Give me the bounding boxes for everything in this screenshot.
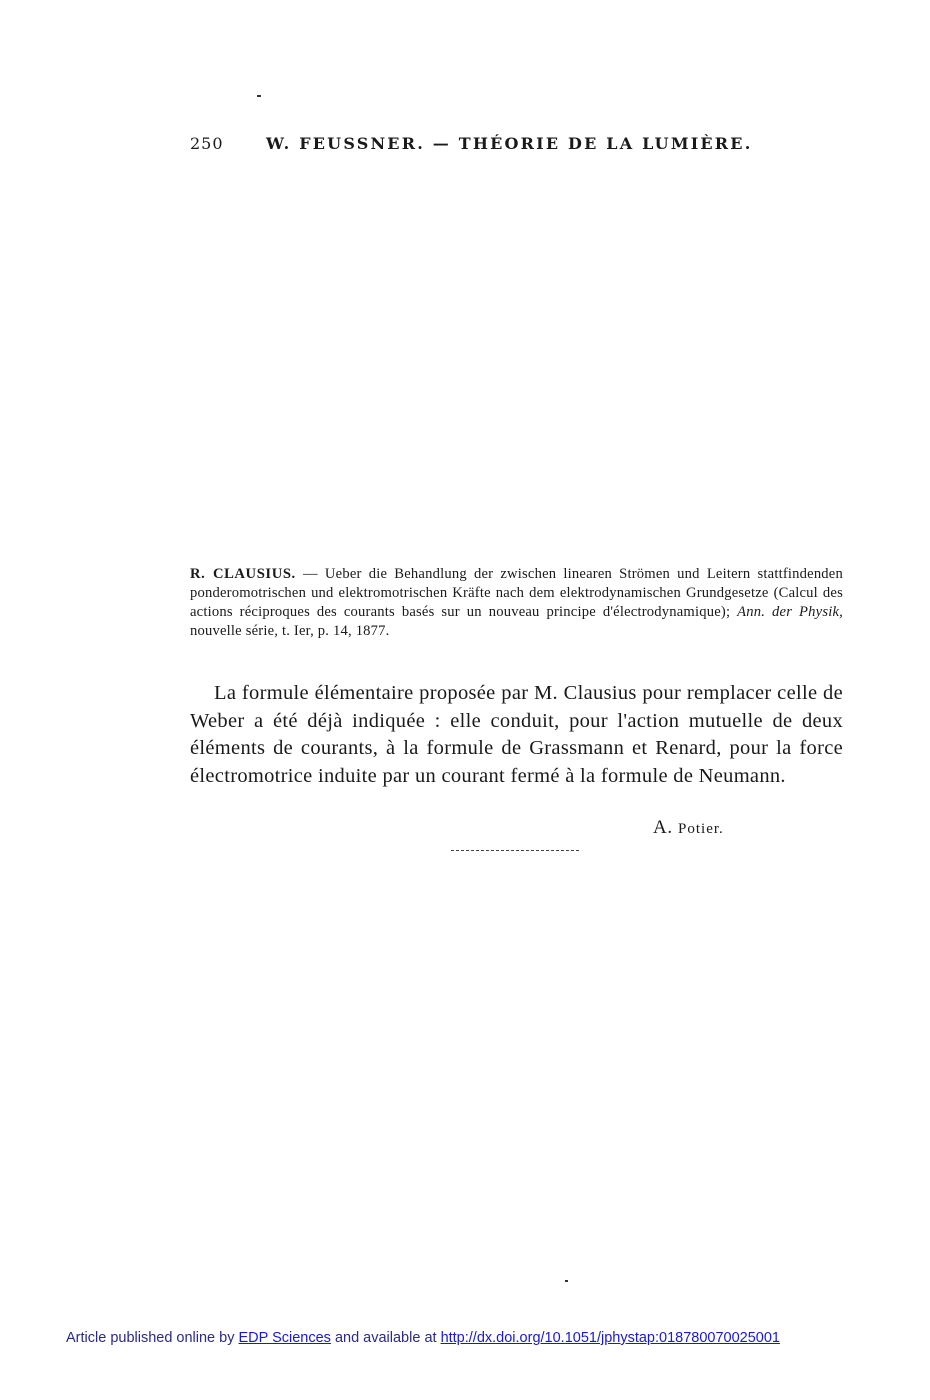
signature [653,817,724,839]
reference-dash: — [295,566,325,582]
reference-author: R. CLAUSIUS. [190,566,296,582]
body-paragraph: La formule élémentaire proposée par M. Clausius pour remplacer celle de Weber a été déjà indiquée : elle conduit, pour l'action mutuelle de deux éléments de courants, à la formule de Grassmann et Renard, pour la force électromotrice induite par un courant fermé à la formule de Neumann. [190,682,843,787]
running-head [190,134,840,158]
bibliographic-reference [190,565,843,641]
publisher-link[interactable]: EDP Sciences [238,1330,331,1346]
signature-initial: A. [653,817,673,838]
reference-tail: nouvelle série, t. Ier, p. 14, 1877. [190,623,390,639]
reference-journal: Ann. der Physik, [737,604,843,620]
running-title: W. FEUSSNER. — THÉORIE DE LA LUMIÈRE. [266,134,753,153]
page-number: 250 [190,134,224,153]
doi-link[interactable]: http://dx.doi.org/10.1051/jphystap:018780070025001 [440,1330,780,1346]
print-speck-top [257,95,261,97]
publication-footer [66,1330,866,1346]
signature-name: Potier. [678,821,724,837]
print-speck-bottom [565,1280,568,1282]
section-separator [451,850,579,851]
footer-prefix: Article published online by [66,1330,235,1346]
footer-middle: and available at [334,1330,437,1346]
body-text [190,680,843,790]
reference-text: Ueber die Behandlung der zwischen linearen Strömen und Leitern stattfindenden ponderomotrischen und elektromotrischen Kräfte nach dem elektrodynamischen Grundgesetze (Calcul des actions réciproques des courants basés sur un nouveau principe d'électrodynamique); [190,566,843,620]
